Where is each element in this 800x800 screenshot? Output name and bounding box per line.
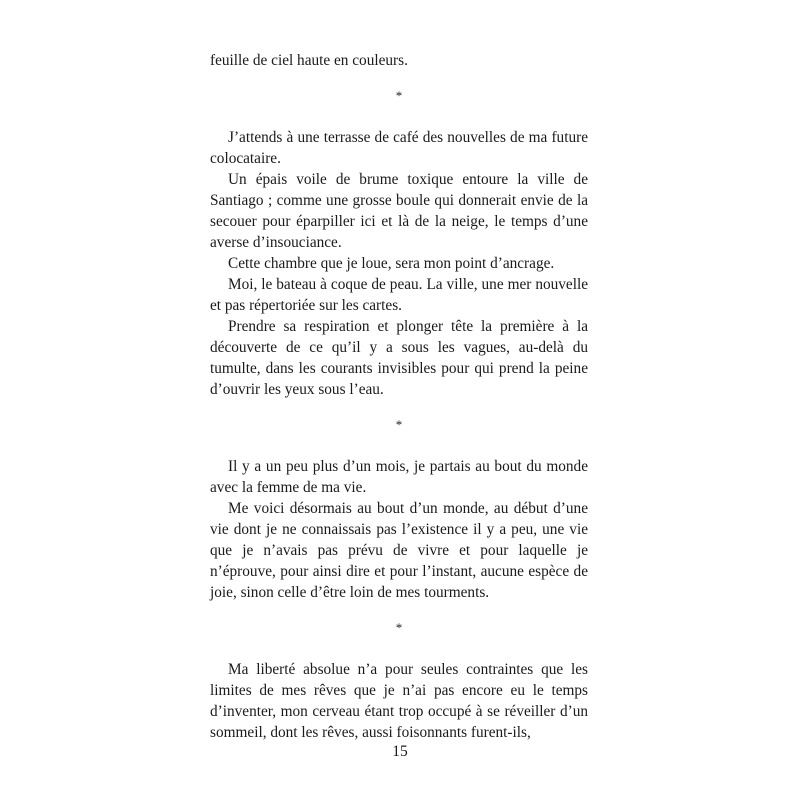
section-separator: * [395,88,403,103]
paragraph: feuille de ciel haute en couleurs. [210,52,408,69]
paragraph: Il y a un peu plus d’un mois, je partais au bout du monde avec la femme de ma vie. [210,458,588,496]
section-separator: * [395,620,403,635]
paragraph: Prendre sa respiration et plonger tête la première à la découverte de ce qu’il y a sous les vagues, au-delà du tumulte, dans les courants invisibles pour qui prend la peine d’ouvrir les yeux sous l’eau. [210,318,588,398]
paragraph: Ma liberté absolue n’a pour seules contraintes que les limites de mes rêves que je n’ai pas encore eu le temps d’inventer, mon cerveau étant trop occupé à se réveiller d’un sommeil, dont les rêves, aussi foisonnants furent-ils, [210,661,588,741]
paragraph: Cette chambre que je loue, sera mon point d’ancrage. [228,255,555,272]
paragraph: J’attends à une terrasse de café des nouvelles de ma future colocataire. [210,129,588,167]
section-separator: * [395,417,403,432]
page-number: 15 [392,743,408,760]
paragraph: Me voici désormais au bout d’un monde, au début d’une vie dont je ne connaissais pas l’existence il y a peu, une vie que je n’avais pas prévu de vivre et pour laquelle je n’éprouve, pour ainsi dire et pour l’instant, aucune espèce de joie, sinon celle d’être loin de mes tourments. [210,500,588,601]
paragraph: Un épais voile de brume toxique entoure la ville de Santiago ; comme une grosse boule qui donnerait envie de la secouer pour éparpiller ici et là de la neige, le temps d’une averse d’insouciance. [210,171,588,251]
paragraph: Moi, le bateau à coque de peau. La ville, une mer nouvelle et pas répertoriée sur les cartes. [210,276,588,314]
text-block [210,50,588,743]
